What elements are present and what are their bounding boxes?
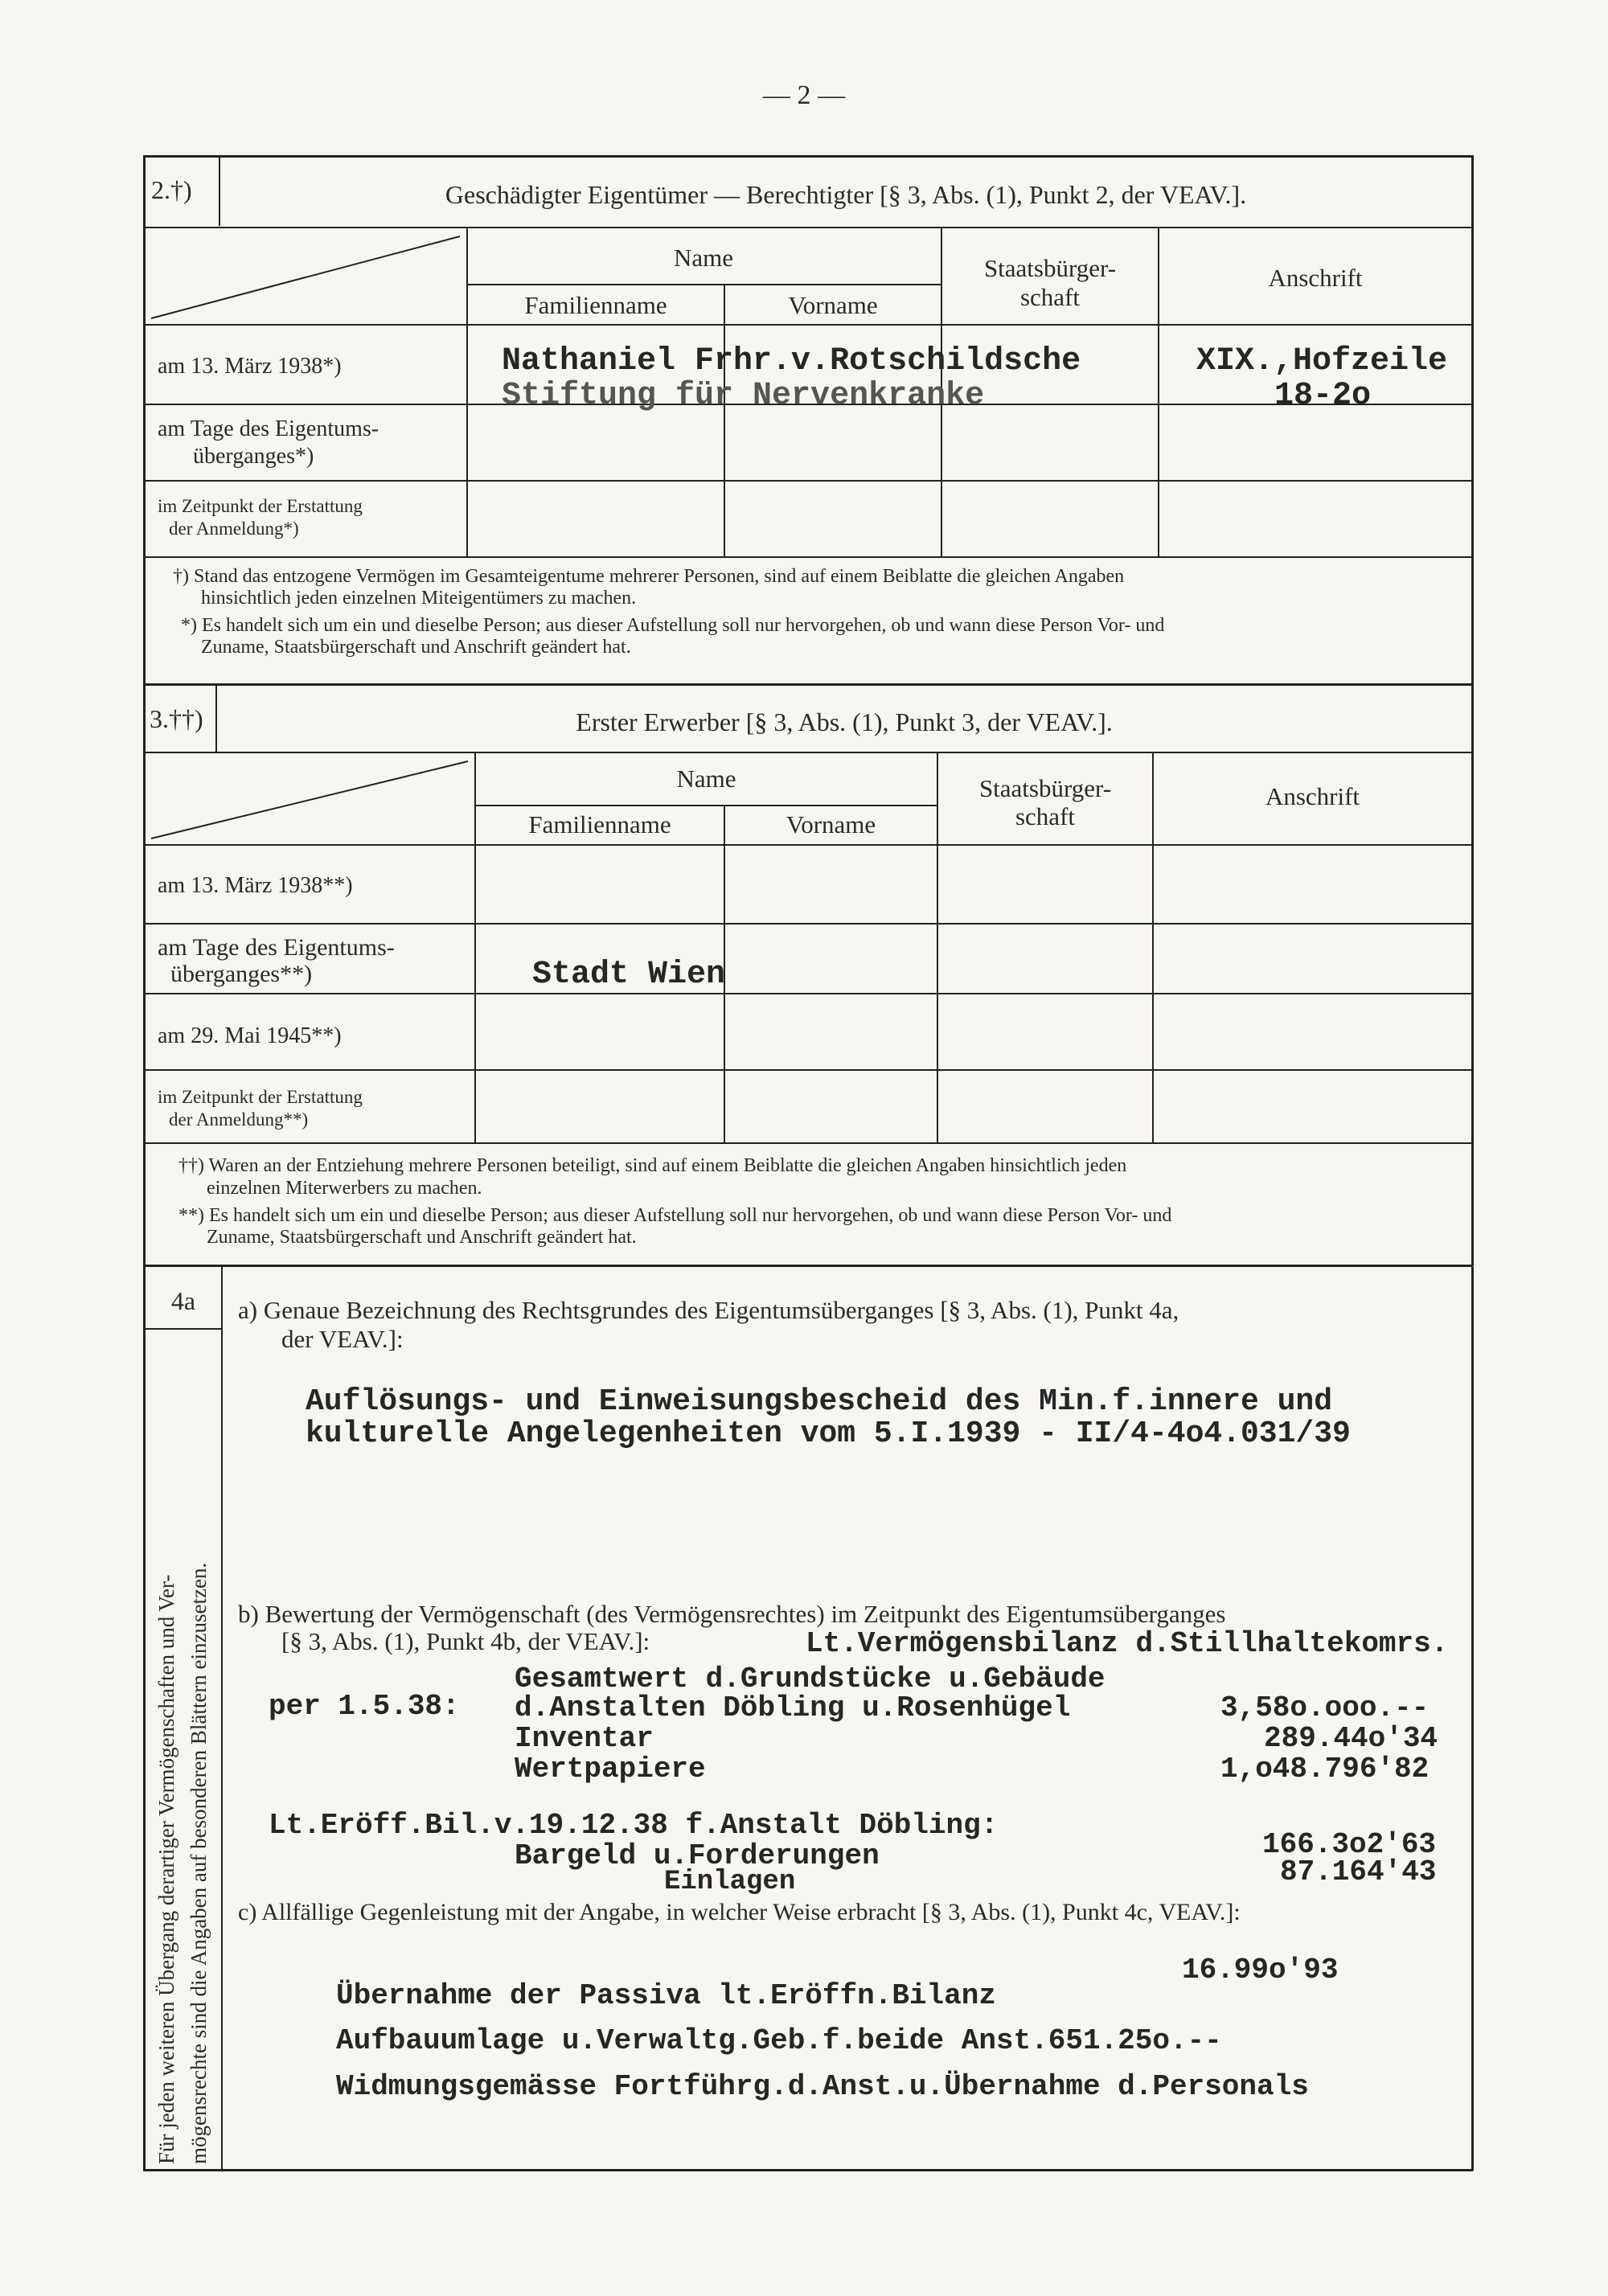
consideration-value1: 16.99o'93 bbox=[1182, 1954, 1339, 1986]
legal-basis-line1: Auflösungs- und Einweisungsbescheid des Min.f.innere und bbox=[306, 1384, 1333, 1419]
valuation-value-forderungen: 87.164'43 bbox=[1280, 1855, 1437, 1888]
part-b-label-line1: b) Bewertung der Vermögenschaft (des Vermögensrechtes) im Zeitpunkt des Eigentumsüberganges bbox=[238, 1600, 1226, 1628]
valuation-value-inventar: 289.44o'34 bbox=[1264, 1722, 1438, 1755]
legal-basis-line2: kulturelle Angelegenheiten vom 5.I.1939 - II/4-4o4.031/39 bbox=[306, 1417, 1351, 1451]
row-label-tag-eigentumsuebergang-line2: überganges*) bbox=[193, 444, 314, 469]
footnote-star-section3-line2: Zuname, Staatsbürgerschaft und Anschrift geändert hat. bbox=[207, 1227, 637, 1248]
row-label-13-maerz-1938-2: am 13. März 1938**) bbox=[158, 873, 353, 898]
row-label-29-mai-1945: am 29. Mai 1945**) bbox=[158, 1023, 342, 1048]
name-header: Name bbox=[673, 244, 734, 272]
vorname-header: Vorname bbox=[788, 291, 878, 319]
row-label-tag-eigentumsuebergang-line1: am Tage des Eigentums- bbox=[158, 416, 379, 441]
staatsbuergerschaft-header-2-line2: schaft bbox=[1015, 802, 1076, 830]
footnote-star-section2-line2: Zuname, Staatsbürgerschaft und Anschrift geändert hat. bbox=[201, 637, 631, 658]
section-2-number: 2.†) bbox=[151, 175, 192, 204]
name-header-2: Name bbox=[676, 765, 736, 793]
owner-name-line2: Stiftung für Nervenkranke bbox=[502, 378, 985, 414]
row-label-zeitpunkt-anmeldung-2-line1: im Zeitpunkt der Erstattung bbox=[158, 1087, 363, 1107]
diagonal-header-line bbox=[145, 228, 466, 324]
anschrift-header-2: Anschrift bbox=[1265, 782, 1360, 810]
valuation-value-wertpapiere: 1,o48.796'82 bbox=[1220, 1753, 1430, 1786]
row-label-13-maerz-1938: am 13. März 1938*) bbox=[158, 354, 342, 379]
row-label-tag-eigentumsuebergang-2-line2: überganges**) bbox=[170, 961, 313, 987]
part-b-label-line2: [§ 3, Abs. (1), Punkt 4b, der VEAV.]: bbox=[281, 1627, 650, 1655]
footnote-star-section2-line1: *) Es handelt sich um ein und dieselbe Person; aus dieser Aufstellung soll nur hervorgehen, ob und wann diese Person Vor- und bbox=[181, 615, 1165, 636]
row-label-zeitpunkt-anmeldung-2-line2: der Anmeldung**) bbox=[169, 1109, 309, 1130]
familienname-header-2: Familienname bbox=[528, 810, 671, 838]
footnote-star-section3-line1: **) Es handelt sich um ein und dieselbe Person; aus dieser Aufstellung soll nur hervorgehen, ob und wann diese Person Vor- und bbox=[178, 1205, 1172, 1226]
row-label-zeitpunkt-anmeldung-line1: im Zeitpunkt der Erstattung bbox=[158, 496, 363, 516]
valuation-item-anstalten: d.Anstalten Döbling u.Rosenhügel bbox=[515, 1691, 1071, 1724]
side-note-line1: Für jeden weiteren Übergang derartiger Vermögenschaften und Ver- bbox=[154, 1574, 178, 2164]
footnote-dagger-section2-line2: hinsichtlich jeden einzelnen Miteigentümers zu machen. bbox=[201, 588, 637, 609]
valuation-item-inventar: Inventar bbox=[515, 1722, 654, 1755]
section-2-title: Geschädigter Eigentümer — Berechtigter [§ 3, Abs. (1), Punkt 2, der VEAV.]. bbox=[445, 180, 1247, 209]
section-3-number: 3.††) bbox=[150, 704, 203, 733]
section-3-title: Erster Erwerber [§ 3, Abs. (1), Punkt 3, der VEAV.]. bbox=[576, 707, 1113, 736]
valuation-source: Lt.Vermögensbilanz d.Stillhaltekomrs. bbox=[806, 1627, 1449, 1660]
valuation-date: per 1.5.38: bbox=[269, 1690, 460, 1723]
vorname-header-2: Vorname bbox=[786, 810, 876, 838]
staatsbuergerschaft-header-2-line1: Staatsbürger- bbox=[978, 774, 1112, 802]
valuation-item-einlagen: Einlagen bbox=[664, 1867, 796, 1897]
diagonal-header-line-2 bbox=[145, 753, 474, 844]
valuation-item-grundstuecke: Gesamtwert d.Grundstücke u.Gebäude bbox=[515, 1663, 1106, 1695]
staatsbuergerschaft-header-line2: schaft bbox=[1019, 283, 1081, 311]
opening-balance-label: Lt.Eröff.Bil.v.19.12.38 f.Anstalt Döbling: bbox=[269, 1809, 999, 1842]
footnote-dagger-section3-line1: ††) Waren an der Entziehung mehrere Personen beteiligt, sind auf einem Beiblatte die gleichen Angaben hinsichtlich jeden bbox=[178, 1155, 1127, 1176]
staatsbuergerschaft-header-line1: Staatsbürger- bbox=[983, 254, 1117, 282]
page-number: — 2 — bbox=[763, 80, 845, 110]
valuation-value-bargeld: 166.3o2'63 bbox=[1262, 1828, 1437, 1861]
acquirer-name: Stadt Wien bbox=[532, 957, 726, 993]
valuation-item-bargeld: Bargeld u.Forderungen bbox=[515, 1839, 880, 1872]
consideration-line2: Aufbauumlage u.Verwaltg.Geb.f.beide Anst.651.25o.-- bbox=[336, 2024, 1222, 2057]
footnote-dagger-section3-line2: einzelnen Miterwerbers zu machen. bbox=[207, 1178, 482, 1199]
anschrift-header: Anschrift bbox=[1268, 264, 1363, 292]
part-a-label-line1: a) Genaue Bezeichnung des Rechtsgrundes des Eigentumsüberganges [§ 3, Abs. (1), Punkt 4a, bbox=[238, 1296, 1179, 1324]
valuation-value-grundstuecke: 3,58o.ooo.-- bbox=[1220, 1691, 1430, 1724]
row-label-zeitpunkt-anmeldung-line2: der Anmeldung*) bbox=[169, 519, 299, 539]
consideration-line1: Übernahme der Passiva lt.Eröffn.Bilanz bbox=[336, 1979, 996, 2012]
familienname-header: Familienname bbox=[524, 291, 667, 319]
section-4a-number: 4a bbox=[170, 1286, 196, 1315]
owner-address-line2: 18-2o bbox=[1274, 378, 1372, 414]
part-a-label-line2: der VEAV.]: bbox=[281, 1325, 404, 1353]
valuation-item-wertpapiere: Wertpapiere bbox=[515, 1753, 706, 1786]
footnote-dagger-section2-line1: †) Stand das entzogene Vermögen im Gesamteigentume mehrerer Personen, sind auf einem Beiblatte die gleichen Angaben bbox=[173, 566, 1125, 587]
row-label-tag-eigentumsuebergang-2-line1: am Tage des Eigentums- bbox=[158, 934, 395, 961]
owner-address-line1: XIX.,Hofzeile bbox=[1196, 343, 1448, 379]
owner-name-line1: Nathaniel Frhr.v.Rotschildsche bbox=[502, 343, 1081, 379]
side-note-line2: mögensrechte sind die Angaben auf besonderen Blättern einzusetzen. bbox=[187, 1562, 211, 2164]
consideration-line3: Widmungsgemässe Fortführg.d.Anst.u.Übernahme d.Personals bbox=[336, 2070, 1309, 2103]
part-c-label: c) Allfällige Gegenleistung mit der Angabe, in welcher Weise erbracht [§ 3, Abs. (1), Punkt 4c, VEAV.]: bbox=[238, 1899, 1241, 1925]
